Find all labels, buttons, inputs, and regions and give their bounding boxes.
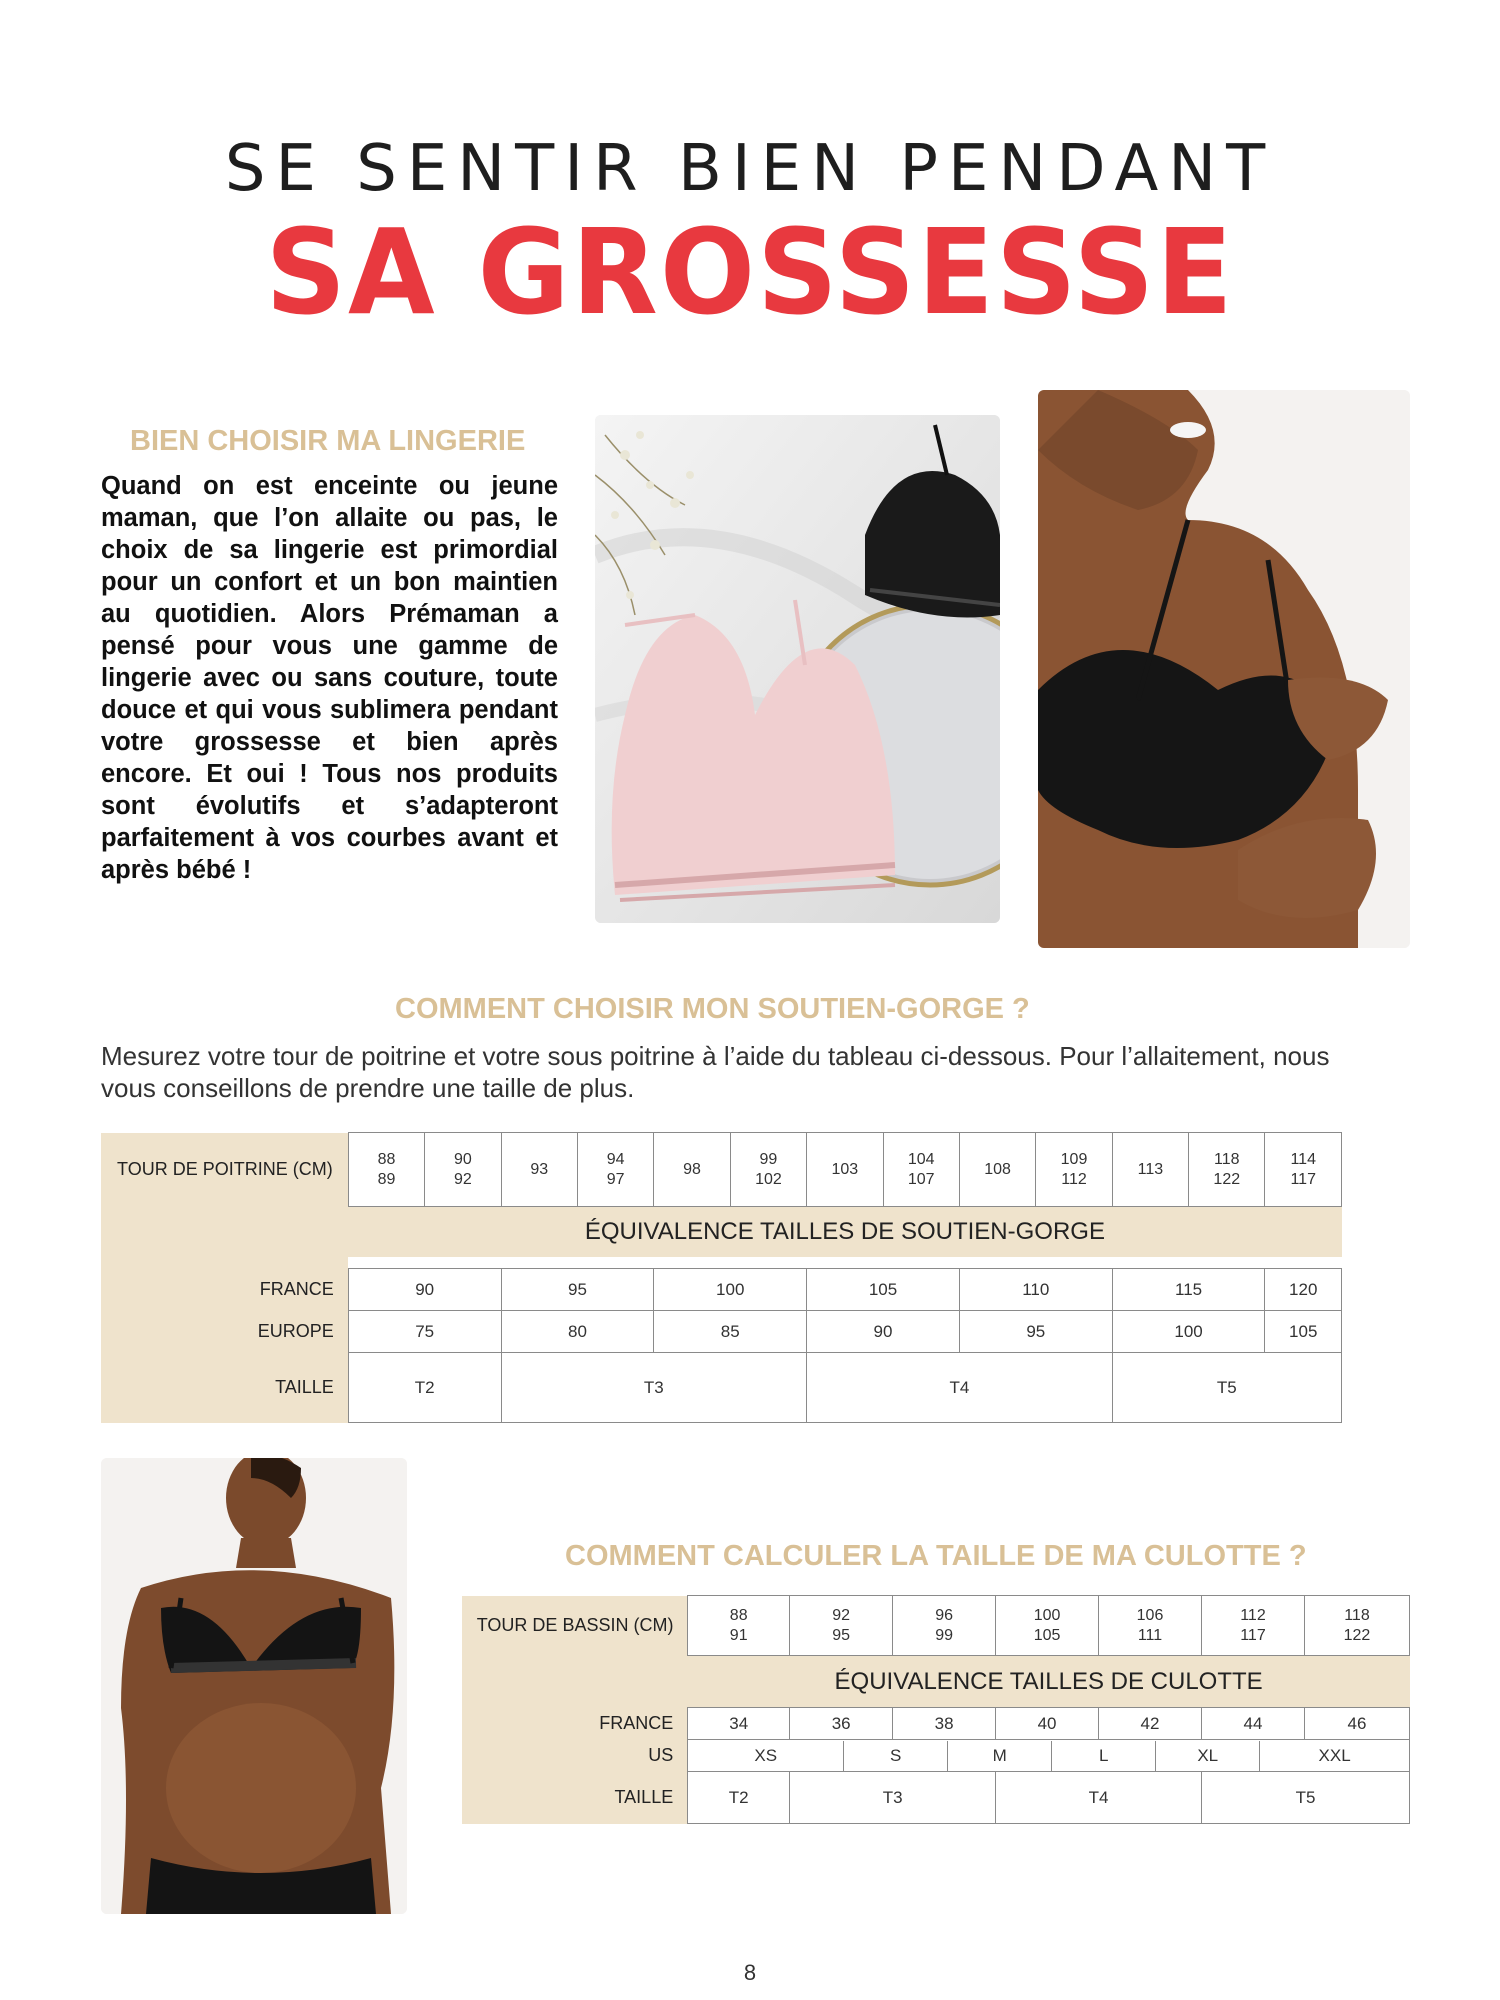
bra-france-row: FRANCE 90 95 100 105 110 115 120 <box>101 1269 1342 1311</box>
bra-size-table <box>101 1132 1342 1423</box>
woman-black-bra-photo <box>1038 390 1410 948</box>
bra-taille-row: TAILLE T2 T3 T4 T5 <box>101 1353 1342 1423</box>
culotte-measure-cell: 96 99 <box>893 1596 996 1656</box>
culotte-taille-label: TAILLE <box>462 1772 688 1824</box>
bra-measure-cell: 118 122 <box>1189 1133 1265 1207</box>
lingerie-text: Quand on est enceinte ou jeune maman, que l’on allaite ou pas, le choix de sa lingerie est primordial pour un confort et un bon maintien au quotidien. Alors Prémaman a pensé pour vous une gamme de lingerie avec ou sans couture, toute douce et qui vous sublimera pendant votre grossesse et bien après encore. Et oui ! Tous nos produits sont évolutifs et s’adapteront parfaitement à vos courbes avant et après bébé ! <box>101 472 558 884</box>
bra-measure-cell: 109 112 <box>1036 1133 1112 1207</box>
culotte-taille-row: TAILLE T2 T3 T4 T5 <box>462 1772 1410 1824</box>
bra-europe-row: EUROPE 75 80 85 90 95 100 105 <box>101 1311 1342 1353</box>
culotte-france-row: FRANCE 34 36 38 40 42 44 46 <box>462 1708 1410 1740</box>
culotte-measure-cell: 92 95 <box>790 1596 893 1656</box>
bra-measure-cell: 108 <box>959 1133 1035 1207</box>
bra-measure-cell: 90 92 <box>425 1133 501 1207</box>
bra-equivalence-band: ÉQUIVALENCE TAILLES DE SOUTIEN-GORGE <box>348 1207 1341 1257</box>
bras-on-fabric-photo <box>595 415 1000 923</box>
culotte-us-row: US XS S M L XL XXL <box>462 1740 1410 1772</box>
bra-europe-label: EUROPE <box>101 1311 348 1353</box>
bra-measure-cell: 114 117 <box>1265 1133 1342 1207</box>
bra-measure-label: TOUR DE POITRINE (CM) <box>101 1133 348 1207</box>
bra-heading: COMMENT CHOISIR MON SOUTIEN-GORGE ? <box>395 993 1030 1025</box>
bra-france-label: FRANCE <box>101 1269 348 1311</box>
bra-measure-cell: 113 <box>1112 1133 1188 1207</box>
bra-measure-cell: 103 <box>807 1133 883 1207</box>
page-title-line1: SE SENTIR BIEN PENDANT <box>224 132 1276 206</box>
bra-measure-cell: 104 107 <box>883 1133 959 1207</box>
bra-intro-text: Mesurez votre tour de poitrine et votre sous poitrine à l’aide du tableau ci-dessous. Pour l’allaitement, nous vous conseillons de prendre une taille de plus. <box>101 1041 1330 1103</box>
page-number: 8 <box>743 1960 757 1985</box>
culotte-equivalence-band: ÉQUIVALENCE TAILLES DE CULOTTE <box>688 1656 1410 1708</box>
culotte-measure-row <box>462 1596 1410 1656</box>
culotte-france-label: FRANCE <box>462 1708 688 1740</box>
bra-measure-row <box>101 1133 1342 1207</box>
bra-measure-cell: 94 97 <box>577 1133 653 1207</box>
culotte-us-label: US <box>462 1740 688 1772</box>
culotte-measure-label: TOUR DE BASSIN (CM) <box>462 1596 688 1656</box>
culotte-measure-cell: 100 105 <box>996 1596 1099 1656</box>
bra-measure-cell: 93 <box>501 1133 577 1207</box>
bra-measure-cell: 99 102 <box>730 1133 806 1207</box>
bra-measure-cell: 98 <box>654 1133 730 1207</box>
lingerie-heading: BIEN CHOISIR MA LINGERIE <box>130 425 526 457</box>
bra-measure-cell: 88 89 <box>348 1133 424 1207</box>
culotte-measure-cell: 88 91 <box>688 1596 790 1656</box>
pregnant-woman-photo <box>101 1458 407 1914</box>
culotte-measure-cell: 112 117 <box>1201 1596 1304 1656</box>
culotte-measure-cell: 106 111 <box>1099 1596 1202 1656</box>
bra-taille-label: TAILLE <box>101 1353 348 1423</box>
culotte-heading: COMMENT CALCULER LA TAILLE DE MA CULOTTE ? <box>565 1540 1307 1572</box>
culotte-measure-cell: 118 122 <box>1304 1596 1409 1656</box>
page-title-line2: SA GROSSESSE <box>265 204 1235 342</box>
culotte-size-table <box>462 1595 1410 1824</box>
